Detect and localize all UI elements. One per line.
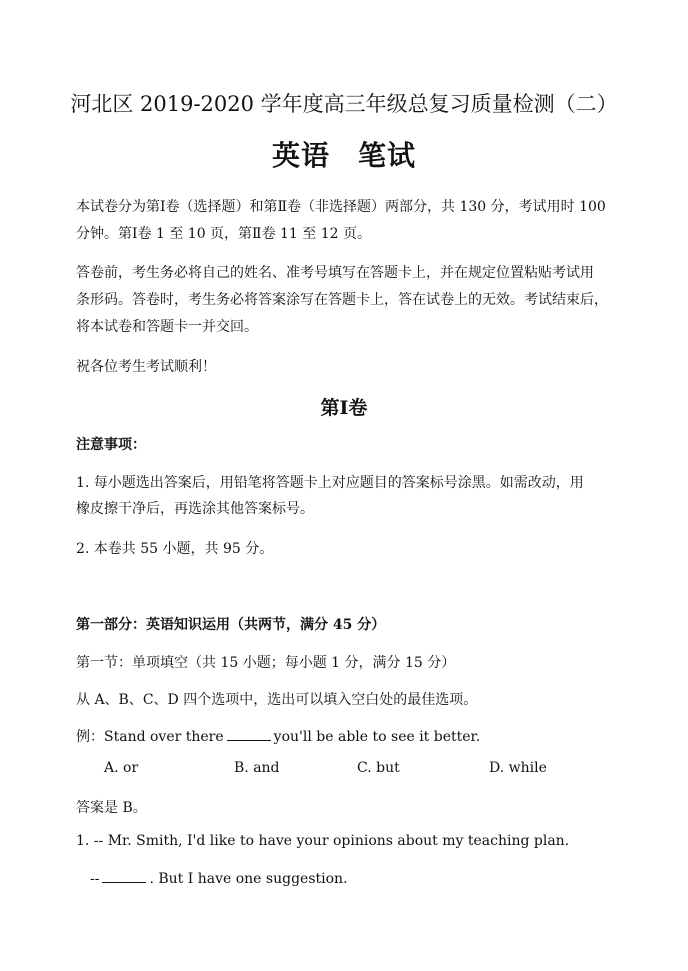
q1-prefix: -- [90, 871, 100, 887]
intro-line-4: 条形码。答卷时，考生务必将答案涂写在答题卡上，答在试卷上的无效。考试结束后， [76, 292, 608, 308]
example-suffix: you'll be able to see it better. [273, 729, 481, 745]
exam-title: 河北区 2019-2020 学年度高三年级总复习质量检测（二） [70, 92, 618, 116]
intro-line-2: 分钟。第Ⅰ卷 1 至 10 页，第Ⅱ卷 11 至 12 页。 [76, 226, 371, 242]
intro-line-3: 答卷前，考生务必将自己的姓名、准考号填写在答题卡上，并在规定位置粘贴考试用 [76, 265, 594, 281]
option-d: D. while [489, 760, 547, 776]
section1-heading: 第一节：单项填空（共 15 小题；每小题 1 分，满分 15 分） [76, 655, 456, 671]
instruction: 从 A、B、C、D 四个选项中，选出可以填入空白处的最佳选项。 [76, 692, 478, 708]
answer-blank [227, 728, 271, 741]
intro-line-5: 将本试卷和答题卡一并交回。 [76, 319, 258, 335]
answer-blank [102, 870, 146, 883]
question-1-line-1: 1. -- Mr. Smith, I'd like to have your opinions about my teaching plan. [76, 833, 570, 849]
option-c: C. but [357, 760, 400, 776]
volume-heading: 第Ⅰ卷 [320, 397, 368, 419]
notice-2: 2. 本卷共 55 小题，共 95 分。 [76, 541, 274, 557]
option-a: A. or [104, 760, 139, 776]
example-answer: 答案是 B。 [76, 800, 147, 816]
example-question [76, 726, 480, 746]
good-luck-wish: 祝各位考生考试顺利！ [76, 359, 216, 375]
example-prefix: 例：Stand over there [76, 729, 224, 745]
question-1-line-2 [90, 870, 348, 887]
notice-1-line-2: 橡皮擦干净后，再选涂其他答案标号。 [76, 501, 314, 517]
subject-english: 英语 [271, 139, 330, 172]
exam-subject [0, 134, 688, 174]
intro-line-1: 本试卷分为第Ⅰ卷（选择题）和第Ⅱ卷（非选择题）两部分，共 130 分，考试用时 100 [76, 199, 606, 215]
notice-title: 注意事项： [76, 437, 146, 453]
notice-1-line-1: 1. 每小题选出答案后，用铅笔将答题卡上对应题目的答案标号涂黑。如需改动，用 [76, 475, 584, 491]
subject-written: 笔试 [358, 139, 417, 172]
option-b: B. and [234, 760, 280, 776]
q1-suffix: . But I have one suggestion. [149, 871, 348, 887]
part1-heading: 第一部分：英语知识运用（共两节，满分 45 分） [76, 617, 386, 633]
